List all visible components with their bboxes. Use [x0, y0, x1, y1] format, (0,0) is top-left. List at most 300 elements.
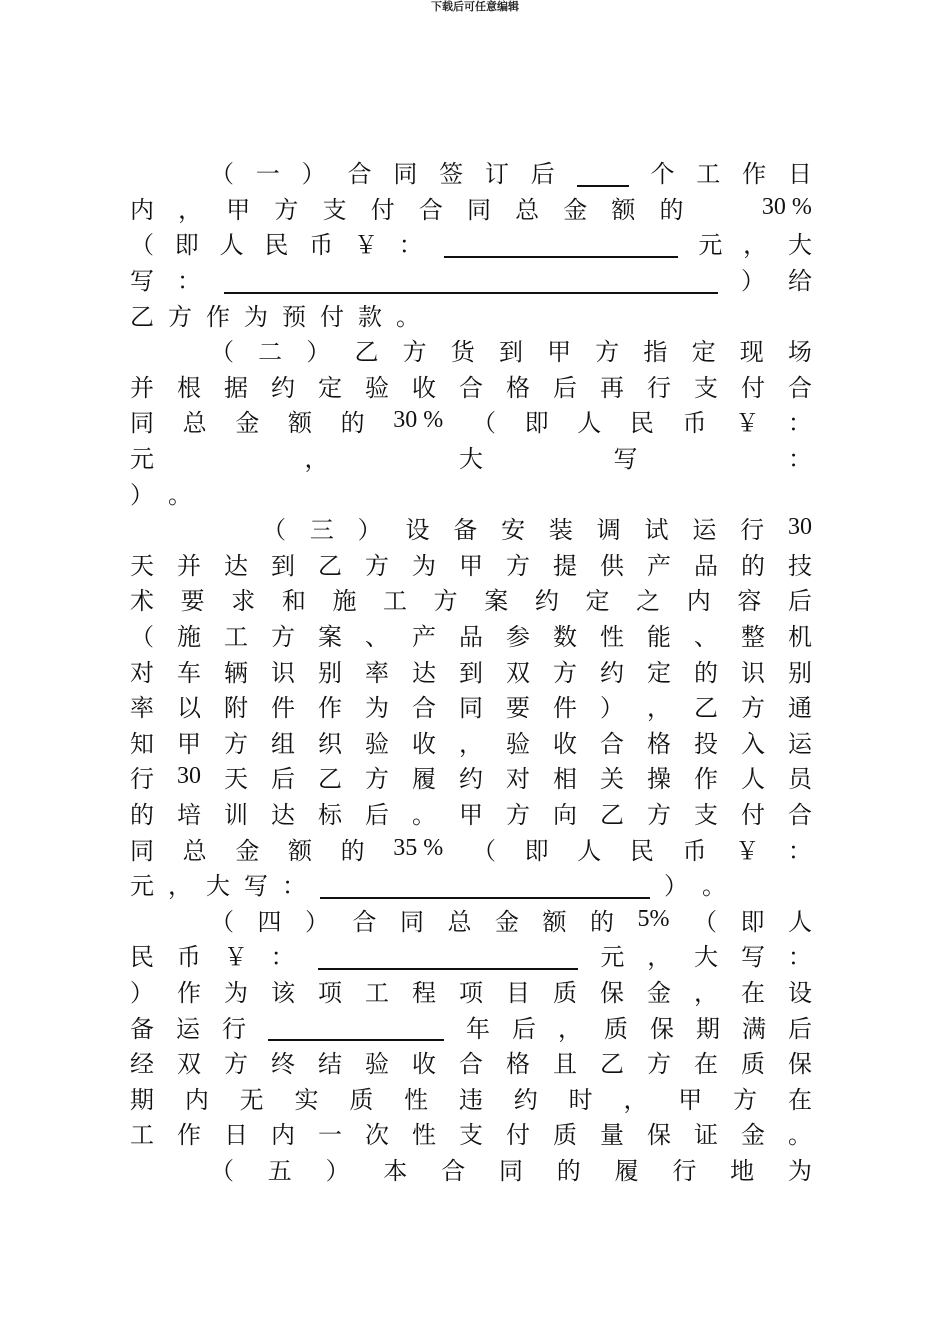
text-char: ）: [325, 1156, 350, 1185]
text-char: 天: [130, 551, 154, 580]
text-char: 运: [692, 516, 717, 545]
text-char: 识: [271, 658, 295, 687]
text-char: ：: [270, 943, 295, 972]
text-char: 写: [613, 445, 638, 474]
text-char: 一: [318, 1121, 342, 1150]
text-char: 合: [412, 694, 436, 723]
text-char: 备: [453, 516, 478, 545]
text-char: 合: [459, 373, 483, 402]
text-char: 元: [130, 872, 154, 901]
text-char: 甲: [678, 1085, 703, 1114]
text-char: 达: [224, 551, 248, 580]
text-char: 经: [130, 1050, 154, 1079]
text-line: [130, 1044, 812, 1080]
text-char: 约: [513, 1085, 538, 1114]
text-char: 程: [412, 978, 436, 1007]
text-char: 金: [235, 409, 260, 438]
text-char: 定: [318, 373, 342, 402]
number-text: 35 %: [393, 834, 444, 861]
text-char: 乙: [354, 338, 379, 367]
text-char: 甲: [459, 551, 483, 580]
text-char: 人: [577, 409, 602, 438]
text-line: [130, 1008, 812, 1044]
text-char: ：: [398, 231, 423, 260]
text-char: 合: [347, 160, 372, 189]
text-char: 和: [281, 587, 306, 616]
text-char: 后: [365, 800, 389, 829]
text-char: （: [210, 160, 234, 189]
text-char: 合: [600, 729, 624, 758]
text-char: 且: [553, 1050, 577, 1079]
text-char: 定: [585, 587, 610, 616]
text-char: 操: [647, 765, 671, 794]
text-char: ，: [459, 729, 483, 758]
fill-in-blank[interactable]: [224, 270, 718, 294]
text-char: ：: [282, 872, 306, 901]
text-char: ）: [357, 516, 382, 545]
text-char: ：: [788, 445, 812, 474]
text-char: ，: [647, 943, 672, 972]
text-line: [130, 332, 812, 368]
text-char: 元: [698, 231, 723, 260]
text-char: 方: [506, 551, 530, 580]
text-char: 在: [741, 978, 765, 1007]
text-char: 内: [184, 1085, 209, 1114]
text-char: 本: [383, 1156, 408, 1185]
text-char: 即: [740, 907, 765, 936]
text-char: 作: [206, 302, 230, 331]
text-char: 施: [177, 623, 201, 652]
text-char: 方: [274, 195, 299, 224]
text-line: [130, 688, 812, 724]
text-char: 技: [788, 551, 812, 580]
text-char: 约: [459, 765, 483, 794]
text-char: 支: [694, 800, 718, 829]
text-char: 给: [788, 267, 812, 296]
text-char: 为: [244, 302, 268, 331]
text-char: 。: [412, 800, 436, 829]
text-char: 合: [352, 907, 377, 936]
text-char: 相: [553, 765, 577, 794]
text-char: 额: [542, 907, 567, 936]
text-char: （: [130, 623, 154, 652]
text-char: 收: [412, 1050, 436, 1079]
text-char: 方: [271, 623, 295, 652]
text-char: 车: [177, 658, 201, 687]
text-char: ）: [305, 907, 329, 936]
text-char: 的: [659, 195, 684, 224]
text-char: 性: [412, 1121, 436, 1150]
text-char: 方: [168, 302, 192, 331]
text-line: [130, 439, 812, 475]
text-char: 验: [365, 1050, 389, 1079]
text-char: 一: [255, 160, 280, 189]
text-char: 的: [694, 658, 718, 687]
text-char: ：: [787, 836, 812, 865]
text-char: 付: [506, 1121, 530, 1150]
text-char: 别: [318, 658, 342, 687]
text-line: [130, 617, 812, 653]
text-char: 向: [553, 800, 577, 829]
text-char: 。: [168, 480, 192, 509]
text-char: 天: [224, 765, 248, 794]
text-char: 定: [691, 338, 716, 367]
text-char: 的: [590, 907, 614, 936]
text-char: 工: [224, 623, 248, 652]
text-char: 培: [177, 800, 201, 829]
text-char: 合: [418, 195, 443, 224]
text-char: ，: [694, 978, 718, 1007]
text-char: 目: [506, 978, 530, 1007]
text-char: 甲: [177, 729, 201, 758]
text-char: 同: [130, 836, 154, 865]
text-char: 年: [466, 1014, 490, 1043]
text-char: 乙: [600, 1050, 624, 1079]
text-line: [130, 474, 812, 510]
text-char: （: [471, 409, 496, 438]
text-char: 在: [694, 1050, 718, 1079]
text-char: ）: [306, 338, 331, 367]
text-char: 保: [647, 1121, 671, 1150]
text-char: 约: [271, 373, 295, 402]
text-char: 同: [498, 1156, 523, 1185]
text-char: 额: [287, 409, 312, 438]
text-char: 日: [224, 1121, 248, 1150]
text-char: ）: [664, 872, 688, 901]
text-char: 行: [672, 1156, 697, 1185]
text-char: 、: [365, 623, 389, 652]
text-char: 金: [495, 907, 519, 936]
text-char: 甲: [226, 195, 251, 224]
text-char: 作: [318, 694, 342, 723]
text-char: 求: [231, 587, 256, 616]
text-char: 的: [556, 1156, 581, 1185]
text-char: 件: [553, 694, 577, 723]
text-char: 后: [787, 587, 812, 616]
text-line: [130, 1151, 812, 1187]
text-char: 织: [318, 729, 342, 758]
text-char: 合: [459, 1050, 483, 1079]
text-char: 方: [365, 765, 389, 794]
text-char: 方: [224, 1050, 248, 1079]
text-char: 训: [224, 800, 248, 829]
text-char: 备: [130, 1014, 154, 1043]
text-char: 币: [682, 409, 707, 438]
text-char: 二: [258, 338, 283, 367]
text-line: [130, 973, 812, 1009]
text-char: ）: [741, 267, 765, 296]
text-char: 同: [393, 160, 418, 189]
fill-in-blank[interactable]: [318, 946, 578, 970]
text-line: [130, 1115, 812, 1151]
text-char: 并: [177, 551, 201, 580]
text-char: 指: [643, 338, 668, 367]
text-char: 项: [318, 978, 342, 1007]
fill-in-blank[interactable]: [444, 234, 678, 258]
fill-in-blank[interactable]: [268, 1017, 444, 1041]
text-char: 品: [694, 551, 718, 580]
text-char: 合: [788, 800, 812, 829]
text-char: 项: [459, 978, 483, 1007]
text-char: 后: [271, 765, 295, 794]
document-body: [130, 154, 812, 1186]
text-char: 后: [530, 160, 555, 189]
text-char: 组: [271, 729, 295, 758]
text-char: 为: [224, 978, 248, 1007]
text-char: 民: [264, 231, 289, 260]
text-char: 辆: [224, 658, 248, 687]
text-char: 提: [553, 551, 577, 580]
text-char: 后: [788, 1014, 812, 1043]
number-text: 30: [787, 514, 812, 541]
text-char: 四: [257, 907, 282, 936]
text-char: 支: [322, 195, 347, 224]
text-char: 根: [177, 373, 201, 402]
number-text: 30: [177, 763, 201, 790]
text-char: 到: [498, 338, 523, 367]
text-char: 币: [682, 836, 707, 865]
text-char: 方: [433, 587, 458, 616]
text-char: 工: [130, 1121, 154, 1150]
text-char: 人: [577, 836, 602, 865]
text-char: 的: [340, 836, 365, 865]
text-line: [130, 296, 812, 332]
text-char: 保: [650, 1014, 674, 1043]
text-char: 约: [534, 587, 559, 616]
text-char: 关: [600, 765, 624, 794]
text-char: 双: [506, 658, 530, 687]
text-char: 员: [788, 765, 812, 794]
text-char: 要: [180, 587, 205, 616]
text-char: 款: [358, 302, 382, 331]
text-char: 币: [309, 231, 334, 260]
text-char: 乙: [694, 694, 718, 723]
text-char: 方: [553, 658, 577, 687]
text-char: 该: [271, 978, 295, 1007]
text-line: [130, 724, 812, 760]
text-char: 作: [694, 765, 718, 794]
text-char: 即: [524, 836, 549, 865]
text-char: （: [262, 516, 286, 545]
text-char: 总: [447, 907, 472, 936]
text-char: 率: [130, 694, 154, 723]
text-char: 识: [741, 658, 765, 687]
text-char: 方: [733, 1085, 758, 1114]
text-char: 并: [130, 373, 154, 402]
text-char: 金: [741, 1121, 765, 1150]
text-char: 即: [174, 231, 199, 260]
text-char: 行: [740, 516, 765, 545]
text-char: 后: [553, 373, 577, 402]
text-char: 付: [741, 800, 765, 829]
text-char: 同: [466, 195, 491, 224]
text-char: 工: [696, 160, 721, 189]
fill-in-blank[interactable]: [320, 875, 650, 899]
text-char: 付: [320, 302, 344, 331]
text-char: 方: [506, 800, 530, 829]
text-char: 方: [402, 338, 427, 367]
text-char: 为: [787, 1156, 812, 1185]
text-char: 格: [647, 729, 671, 758]
text-char: 乙: [600, 800, 624, 829]
text-char: 投: [694, 729, 718, 758]
text-char: （: [130, 231, 154, 260]
text-char: 产: [412, 623, 436, 652]
text-line: [130, 261, 812, 297]
text-char: 写: [741, 943, 765, 972]
number-text: 30 %: [393, 407, 444, 434]
text-char: （: [210, 338, 234, 367]
text-char: 大: [787, 231, 812, 260]
text-char: ，: [743, 231, 768, 260]
text-char: 方: [741, 694, 765, 723]
text-char: 大: [206, 872, 230, 901]
text-char: 次: [365, 1121, 389, 1150]
text-char: 收: [412, 373, 436, 402]
text-char: 整: [741, 623, 765, 652]
text-char: 作: [742, 160, 767, 189]
text-char: 格: [506, 373, 530, 402]
text-char: 质: [553, 1121, 577, 1150]
text-char: （: [471, 836, 496, 865]
text-char: 人: [219, 231, 244, 260]
text-char: ：: [177, 267, 201, 296]
text-line: [130, 225, 812, 261]
text-line: [130, 652, 812, 688]
text-char: 元: [130, 445, 154, 474]
text-char: 民: [629, 409, 654, 438]
text-char: ￥: [223, 943, 248, 972]
text-line: [130, 546, 812, 582]
text-char: 日: [787, 160, 812, 189]
text-char: 调: [596, 516, 621, 545]
text-char: 写: [244, 872, 268, 901]
text-char: 同: [400, 907, 424, 936]
text-char: 额: [611, 195, 636, 224]
text-char: 的: [340, 409, 365, 438]
text-line: [130, 403, 812, 439]
text-char: 双: [177, 1050, 201, 1079]
text-char: 设: [788, 978, 812, 1007]
text-char: 施: [332, 587, 357, 616]
text-char: 货: [450, 338, 475, 367]
text-char: 别: [788, 658, 812, 687]
text-char: 履: [412, 765, 436, 794]
text-char: 能: [647, 623, 671, 652]
text-char: 工: [383, 587, 408, 616]
text-line: [130, 830, 812, 866]
text-char: 总: [182, 836, 207, 865]
text-line: [130, 1079, 812, 1115]
text-char: 实: [294, 1085, 319, 1114]
text-char: 三: [309, 516, 334, 545]
text-char: 行: [647, 373, 671, 402]
text-line: [130, 937, 812, 973]
text-char: 的: [130, 800, 154, 829]
text-char: 现: [739, 338, 764, 367]
text-char: （: [693, 907, 717, 936]
text-char: 内: [130, 195, 154, 224]
text-char: 达: [271, 800, 295, 829]
text-char: 支: [459, 1121, 483, 1150]
text-char: 供: [600, 551, 624, 580]
text-char: ）: [301, 160, 326, 189]
text-char: 币: [176, 943, 201, 972]
text-char: 付: [741, 373, 765, 402]
text-char: 金: [563, 195, 588, 224]
text-line: [130, 866, 812, 902]
text-line: [130, 154, 812, 190]
text-char: 以: [177, 694, 201, 723]
text-char: 保: [788, 1050, 812, 1079]
text-char: 收: [553, 729, 577, 758]
text-char: 同: [459, 694, 483, 723]
text-char: ，: [178, 195, 203, 224]
text-char: 甲: [547, 338, 572, 367]
text-char: ）: [130, 978, 154, 1007]
text-char: 到: [459, 658, 483, 687]
text-char: 。: [788, 1121, 812, 1150]
text-char: 内: [686, 587, 711, 616]
text-char: 机: [788, 623, 812, 652]
text-char: 期: [130, 1085, 154, 1114]
number-text: 30 %: [761, 193, 812, 220]
text-char: 知: [130, 729, 154, 758]
text-char: 通: [788, 694, 812, 723]
page-header: 下载后可任意编辑: [431, 0, 519, 13]
text-char: 地: [730, 1156, 755, 1185]
text-char: 设: [405, 516, 430, 545]
text-char: 术: [130, 587, 154, 616]
text-char: 为: [412, 551, 436, 580]
text-char: ，: [647, 694, 671, 723]
text-char: 行: [222, 1014, 246, 1043]
text-char: 运: [788, 729, 812, 758]
text-char: 在: [787, 1085, 812, 1114]
text-char: 安: [501, 516, 526, 545]
text-char: 预: [282, 302, 306, 331]
text-char: 合: [441, 1156, 466, 1185]
text-char: 乙: [318, 551, 342, 580]
text-char: 期: [696, 1014, 720, 1043]
text-char: ，: [168, 872, 192, 901]
text-char: 对: [130, 658, 154, 687]
text-char: 金: [647, 978, 671, 1007]
text-line: [130, 510, 812, 546]
text-char: 终: [271, 1050, 295, 1079]
text-char: 运: [176, 1014, 200, 1043]
text-char: 产: [647, 551, 671, 580]
text-char: 之: [636, 587, 661, 616]
text-char: 入: [741, 729, 765, 758]
text-char: 后: [512, 1014, 536, 1043]
text-char: 内: [271, 1121, 295, 1150]
text-char: 容: [737, 587, 762, 616]
fill-in-blank[interactable]: [577, 163, 629, 187]
text-char: 的: [741, 551, 765, 580]
text-char: 方: [595, 338, 620, 367]
text-char: 据: [224, 373, 248, 402]
text-char: 定: [647, 658, 671, 687]
text-char: 再: [600, 373, 624, 402]
text-char: 元: [600, 943, 625, 972]
text-char: ￥: [735, 836, 760, 865]
text-char: 到: [271, 551, 295, 580]
text-char: ）: [600, 694, 624, 723]
text-char: 五: [267, 1156, 292, 1185]
text-char: 付: [370, 195, 395, 224]
text-char: 方: [647, 800, 671, 829]
